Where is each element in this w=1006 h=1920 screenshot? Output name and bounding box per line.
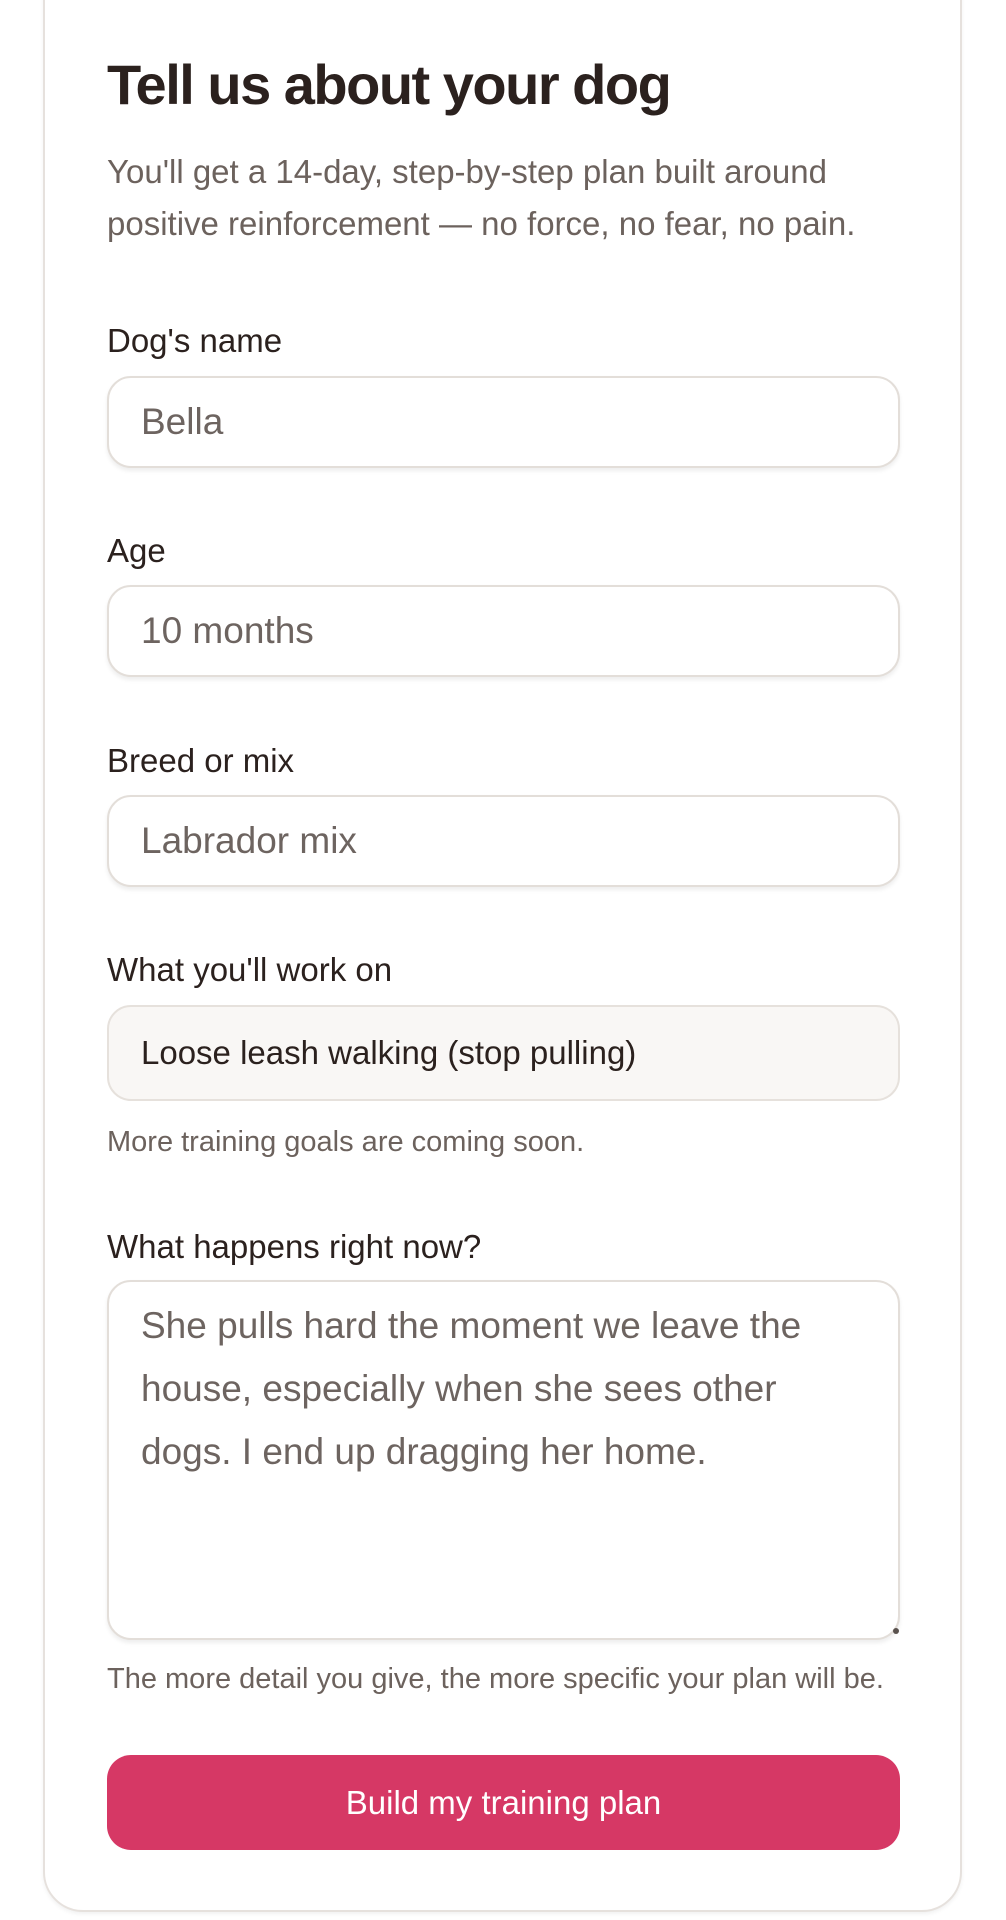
goal-selected-value: Loose leash walking (stop pulling): [141, 1034, 637, 1071]
goal-label: What you'll work on: [107, 951, 393, 988]
breed-input[interactable]: [107, 795, 900, 887]
age-label: Age: [107, 532, 166, 569]
page-subtitle: You'll get a 14-day, step-by-step plan built around positive reinforcement — no force, no fear, no pain.: [107, 153, 856, 242]
situation-textarea[interactable]: [107, 1280, 900, 1640]
situation-label: What happens right now?: [107, 1228, 482, 1265]
dog-name-label: Dog's name: [107, 322, 283, 359]
page-title: Tell us about your dog: [107, 53, 671, 116]
goal-select[interactable]: [107, 1005, 900, 1101]
age-input[interactable]: [107, 585, 900, 677]
breed-label: Breed or mix: [107, 742, 295, 779]
dog-name-input[interactable]: [107, 376, 900, 468]
goal-hint: More training goals are coming soon.: [107, 1126, 585, 1158]
textarea-resize-handle[interactable]: [893, 1628, 899, 1634]
build-plan-button[interactable]: Build my training plan: [107, 1755, 900, 1850]
situation-hint: The more detail you give, the more specific your plan will be.: [107, 1663, 884, 1695]
